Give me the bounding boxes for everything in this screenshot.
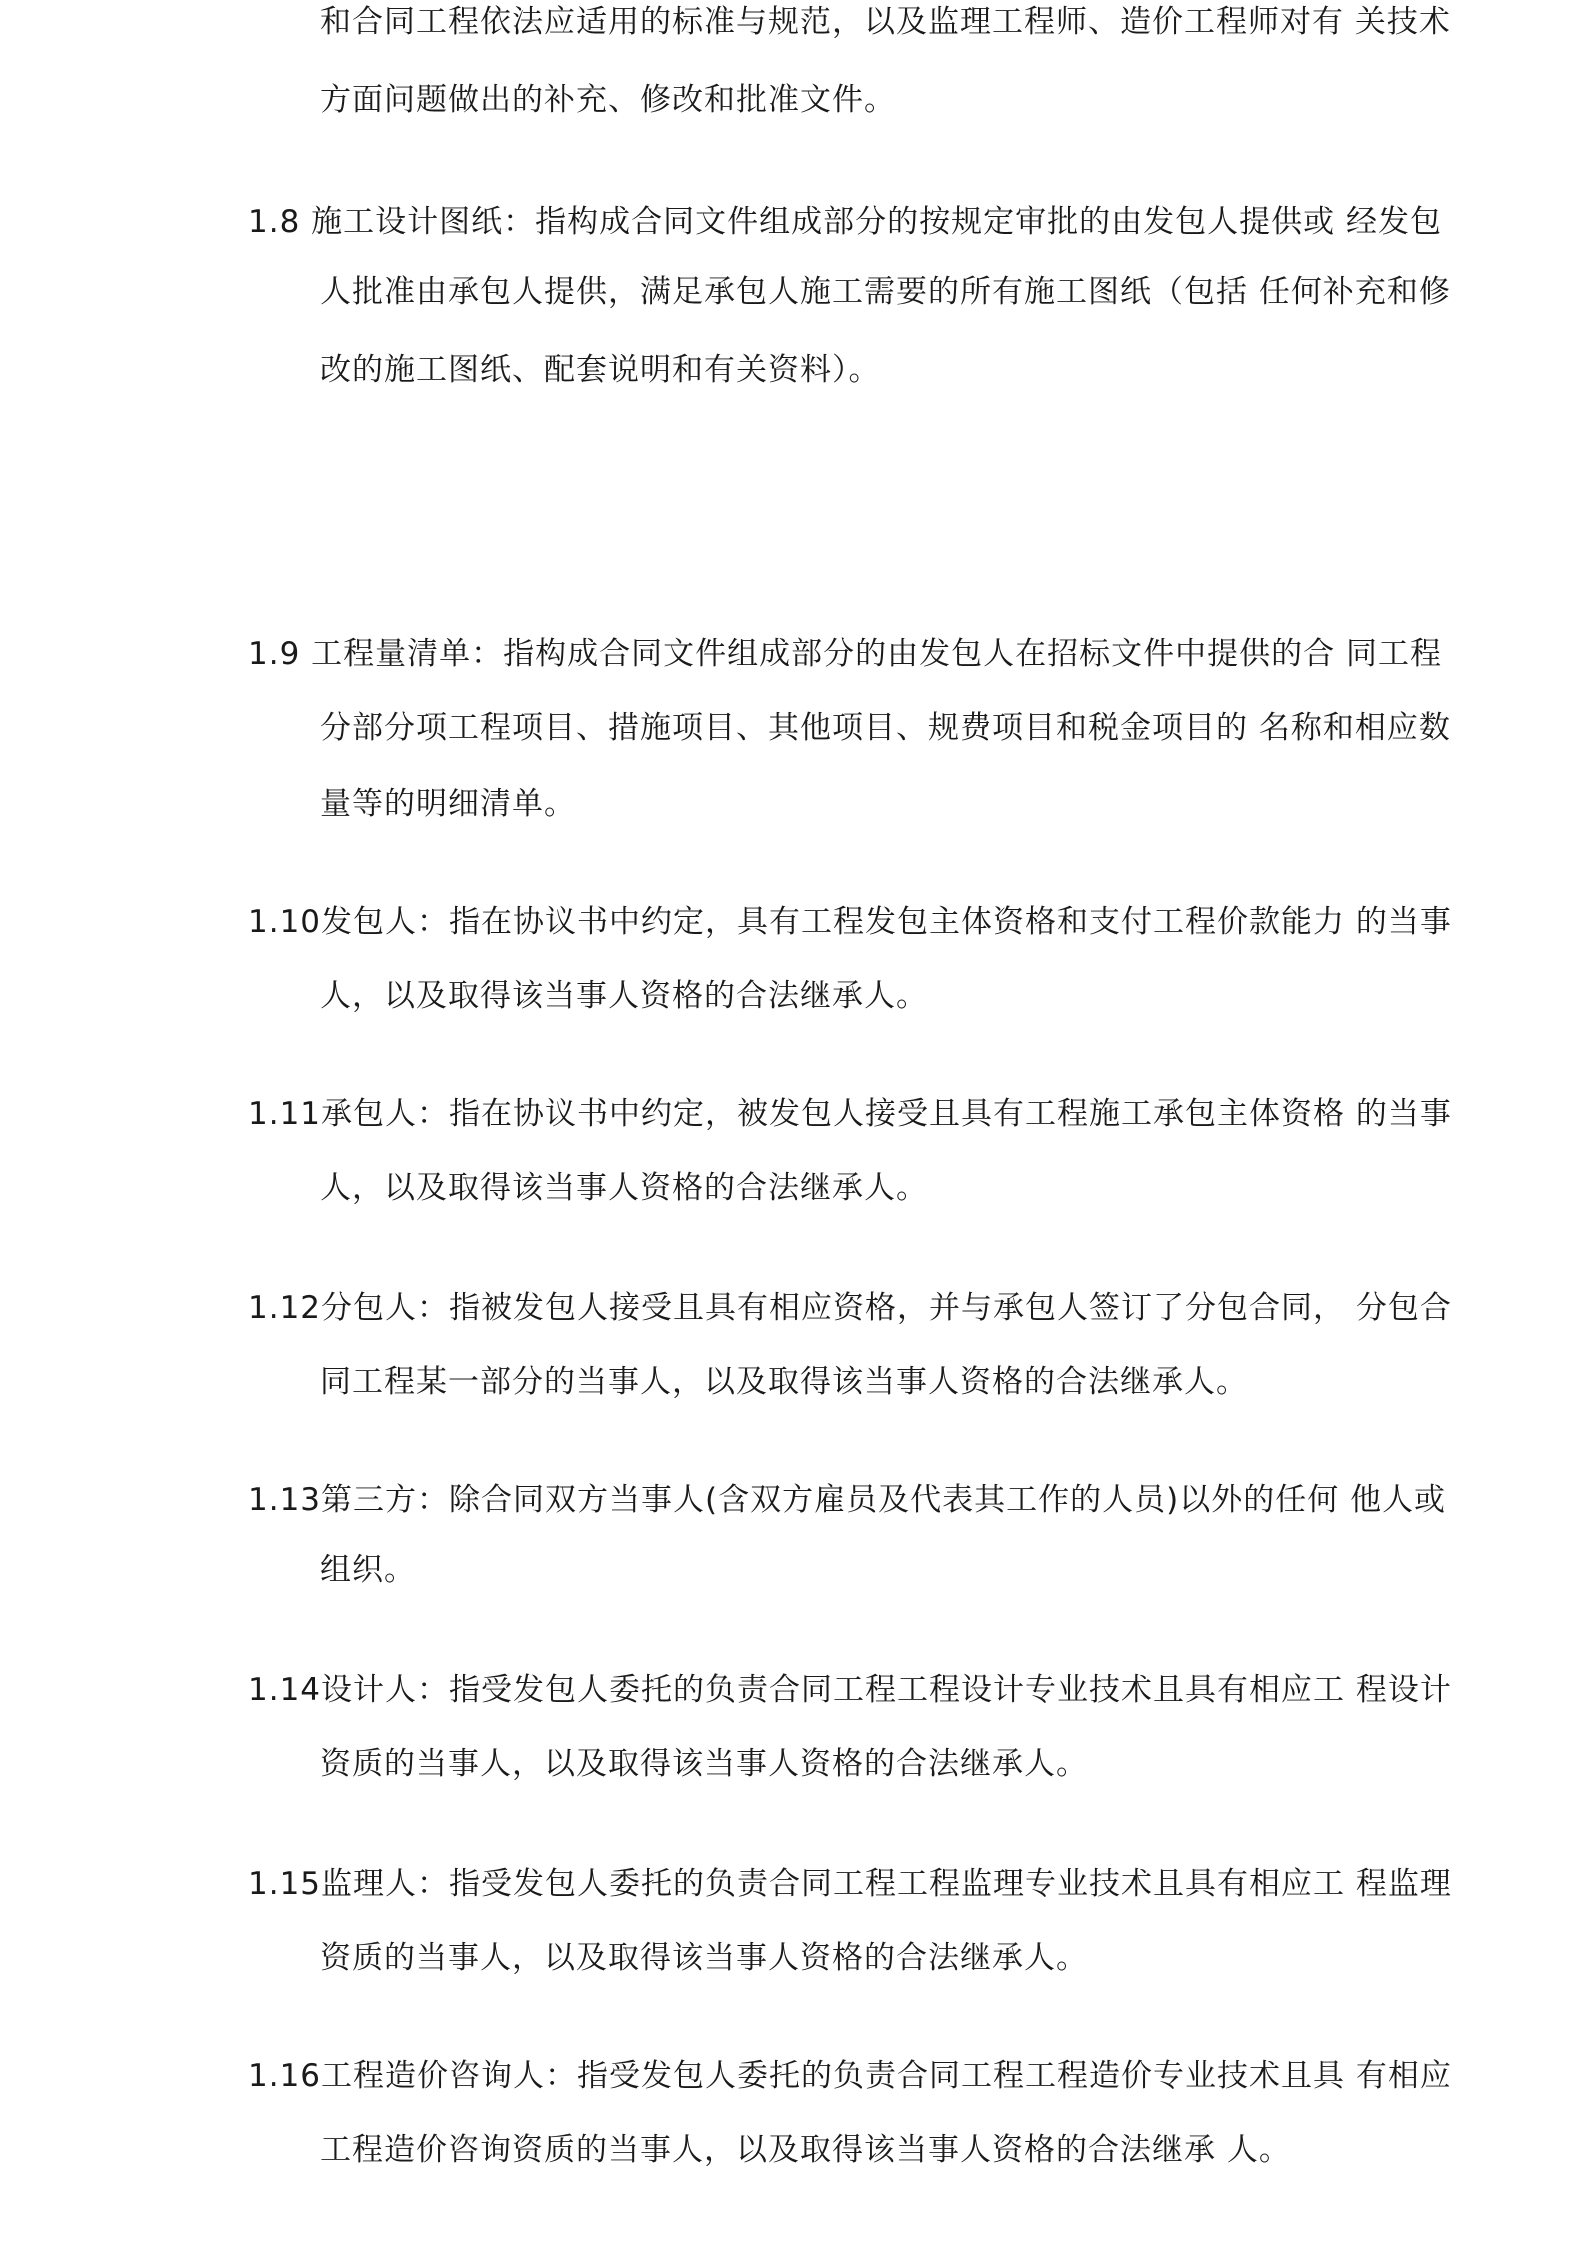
clause-1-16-line-2: 工程造价咨询资质的当事人，以及取得该当事人资格的合法继承 人。 (320, 2132, 1291, 2168)
clause-1-15-line-2: 资质的当事人，以及取得该当事人资格的合法继承人。 (320, 1940, 1088, 1976)
clause-1-11-line-1: 1.11承包人：指在协议书中约定，被发包人接受且具有工程施工承包主体资格 的当事 (248, 1096, 1452, 1132)
intro-line-2: 方面问题做出的补充、修改和批准文件。 (320, 82, 896, 118)
clause-1-9-line-3: 量等的明细清单。 (320, 786, 576, 822)
clause-1-13-line-1: 1.13第三方：除合同双方当事人(含双方雇员及代表其工作的人员)以外的任何 他人或 (248, 1482, 1447, 1518)
intro-line-1: 和合同工程依法应适用的标准与规范，以及监理工程师、造价工程师对有 关技术 (320, 4, 1451, 40)
clause-1-15-line-1: 1.15监理人：指受发包人委托的负责合同工程工程监理专业技术且具有相应工 程监理 (248, 1866, 1452, 1902)
clause-1-12-line-2: 同工程某一部分的当事人，以及取得该当事人资格的合法继承人。 (320, 1364, 1248, 1400)
clause-1-16-line-1: 1.16工程造价咨询人：指受发包人委托的负责合同工程工程造价专业技术且具 有相应 (248, 2058, 1452, 2094)
clause-1-12-line-1: 1.12分包人：指被发包人接受且具有相应资格，并与承包人签订了分包合同， 分包合 (248, 1290, 1452, 1326)
clause-1-10-line-2: 人，以及取得该当事人资格的合法继承人。 (320, 978, 928, 1014)
clause-1-9-line-1: 1.9 工程量清单：指构成合同文件组成部分的由发包人在招标文件中提供的合 同工程 (248, 636, 1443, 672)
clause-1-8-line-3: 改的施工图纸、配套说明和有关资料）。 (320, 352, 881, 388)
clause-1-14-line-1: 1.14设计人：指受发包人委托的负责合同工程工程设计专业技术且具有相应工 程设计 (248, 1672, 1452, 1708)
clause-1-14-line-2: 资质的当事人，以及取得该当事人资格的合法继承人。 (320, 1746, 1088, 1782)
clause-1-10-line-1: 1.10发包人：指在协议书中约定，具有工程发包主体资格和支付工程价款能力 的当事 (248, 904, 1452, 940)
clause-1-8-line-1: 1.8 施工设计图纸：指构成合同文件组成部分的按规定审批的由发包人提供或 经发包 (248, 204, 1443, 240)
clause-1-11-line-2: 人，以及取得该当事人资格的合法继承人。 (320, 1170, 928, 1206)
clause-1-9-line-2: 分部分项工程项目、措施项目、其他项目、规费项目和税金项目的 名称和相应数 (320, 710, 1451, 746)
clause-1-8-line-2: 人批准由承包人提供，满足承包人施工需要的所有施工图纸（包括 任何补充和修 (320, 274, 1451, 310)
clause-1-13-line-2: 组织。 (320, 1552, 416, 1588)
